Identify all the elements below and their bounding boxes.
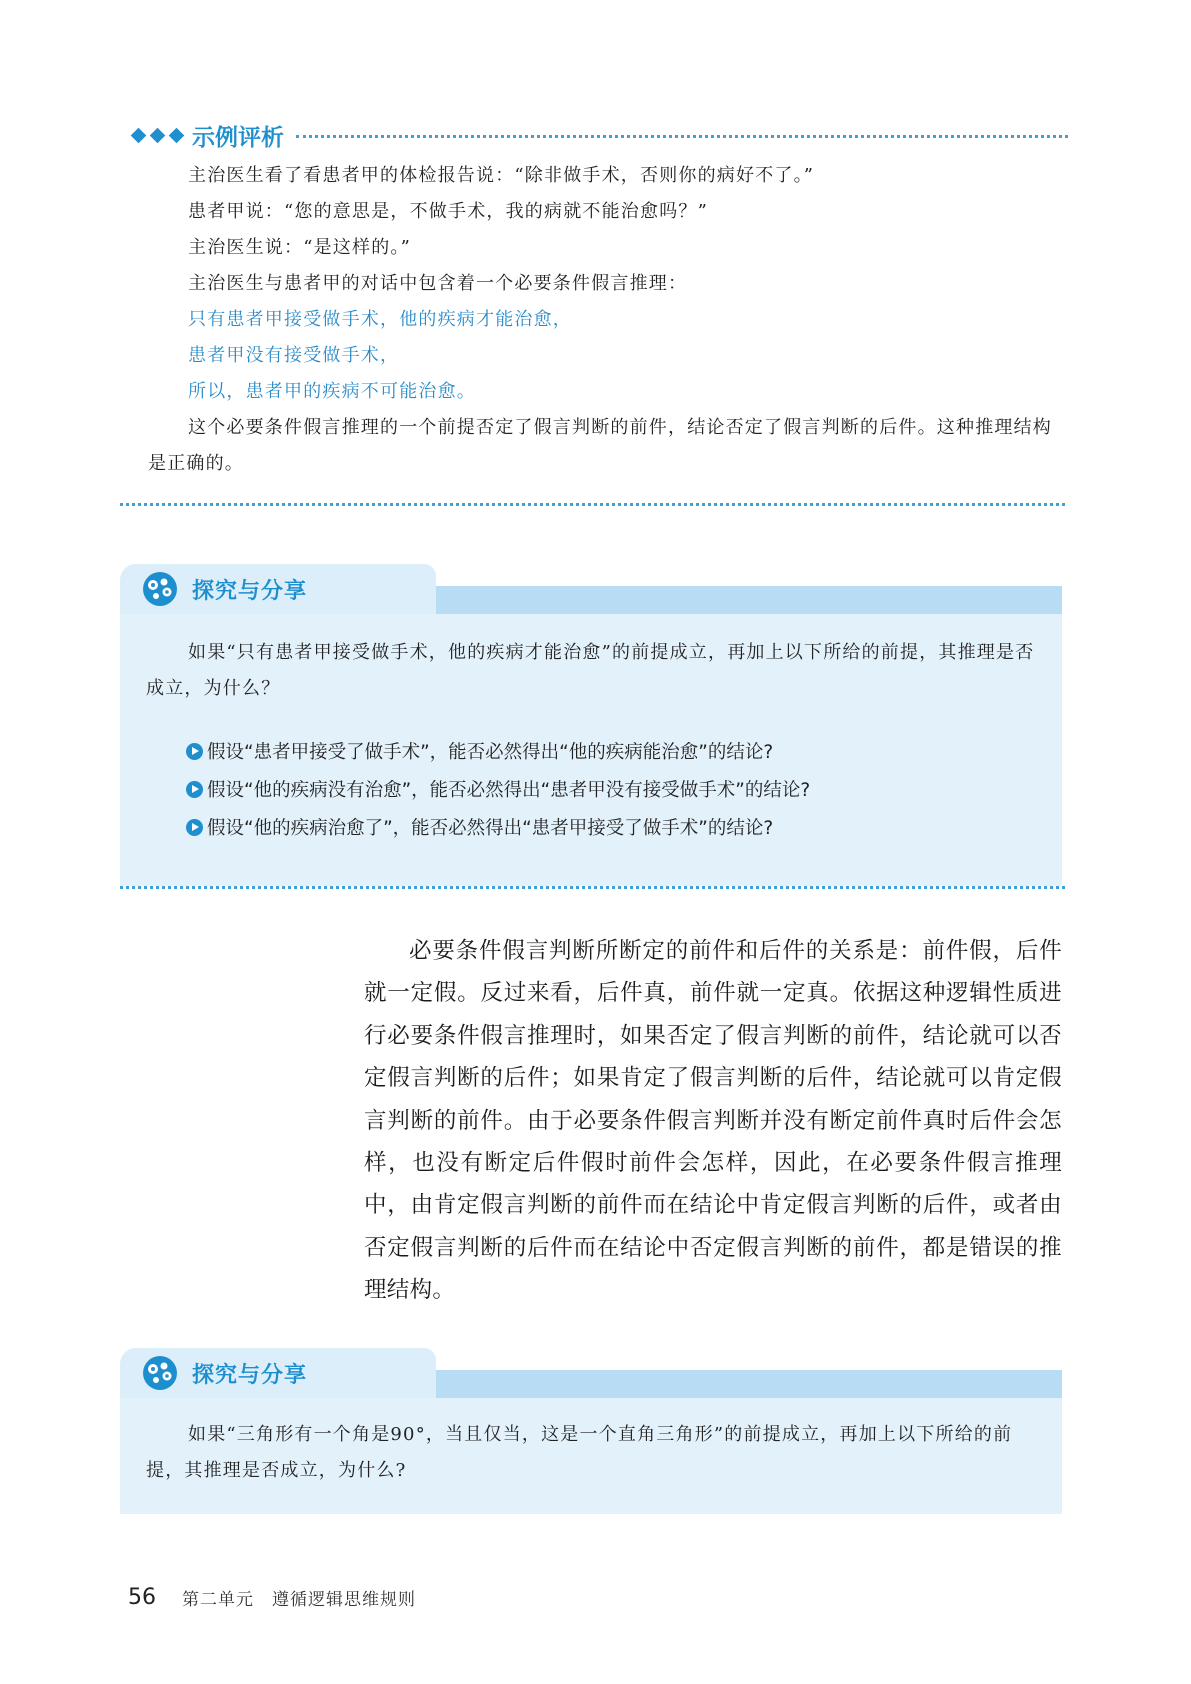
explore-panel <box>120 614 1062 886</box>
explore-badge-icon <box>142 571 178 607</box>
explore-question <box>186 770 1046 808</box>
syllogism-line: 所以，患者甲的疾病不可能治愈。 <box>188 381 476 402</box>
explore-box-2 <box>120 1348 1062 1514</box>
explore-tab-content <box>120 564 436 614</box>
arrow-bullet-icon <box>186 743 203 760</box>
diamond-markers <box>133 130 182 141</box>
unit-title: 第二单元 遵循逻辑思维规则 <box>182 1589 416 1610</box>
explore-title: 探究与分享 <box>192 578 308 604</box>
explore-question-list <box>186 732 1046 846</box>
example-line: 主治医生看了看患者甲的体检报告说：“除非做手术，否则你的病好不了。” <box>188 165 815 186</box>
example-section-title: 示例评析 <box>192 124 284 151</box>
explore-question <box>186 808 1046 846</box>
example-line: 主治医生与患者甲的对话中包含着一个必要条件假言推理： <box>188 273 688 294</box>
example-line: 患者甲说：“您的意思是，不做手术，我的病就不能治愈吗？” <box>188 201 709 222</box>
diamond-icon <box>169 127 185 143</box>
example-body <box>148 158 1060 482</box>
page-footer <box>128 1582 416 1612</box>
diamond-icon <box>131 127 147 143</box>
explore-bottom-divider <box>120 886 1065 889</box>
explore-question-text: 假设“他的疾病没有治愈”，能否必然得出“患者甲没有接受做手术”的结论? <box>207 780 811 801</box>
explore-intro: 如果“只有患者甲接受做手术，他的疾病才能治愈”的前提成立，再加上以下所给的前提，其推理是否成立，为什么？ <box>146 642 1035 699</box>
explore-question-text: 假设“患者甲接受了做手术”，能否必然得出“他的疾病能治愈”的结论? <box>207 742 774 763</box>
main-paragraph: 必要条件假言判断所断定的前件和后件的关系是：前件假，后件就一定假。反过来看，后件真，前件就一定真。依据这种逻辑性质进行必要条件假言推理时，如果否定了假言判断的前件，结论就可以否定假言判断的后件；如果肯定了假言判断的后件，结论就可以肯定假言判断的前件。由于必要条件假言判断并没有断定前件真时后件会怎样，也没有断定后件假时前件会怎样，因此，在必要条件假言推理中，由肯定假言判断的前件而在结论中肯定假言判断的后件，或者由否定假言判断的后件而在结论中否定假言判断的前件，都是错误的推理结构。 <box>364 938 1062 1304</box>
arrow-bullet-icon <box>186 781 203 798</box>
explore-panel <box>120 1398 1062 1514</box>
dotted-divider <box>296 135 1068 138</box>
explore-intro: 如果“三角形有一个角是90°，当且仅当，这是一个直角三角形”的前提成立，再加上以下所给的前提，其推理是否成立，为什么? <box>146 1424 1013 1481</box>
example-bottom-divider <box>120 503 1065 506</box>
explore-tab-content <box>120 1348 436 1398</box>
explore-title: 探究与分享 <box>192 1362 308 1388</box>
example-line: 主治医生说：“是这样的。” <box>188 237 412 258</box>
diamond-icon <box>150 127 166 143</box>
explore-badge-icon <box>142 1355 178 1391</box>
page-number: 56 <box>128 1584 156 1610</box>
syllogism-line: 只有患者甲接受做手术，他的疾病才能治愈， <box>188 309 572 330</box>
arrow-bullet-icon <box>186 819 203 836</box>
syllogism-line: 患者甲没有接受做手术， <box>188 345 400 366</box>
explore-question-text: 假设“他的疾病治愈了”，能否必然得出“患者甲接受了做手术”的结论? <box>207 818 774 839</box>
example-section-header <box>133 118 1068 152</box>
explore-question <box>186 732 1046 770</box>
example-conclusion: 这个必要条件假言推理的一个前提否定了假言判断的前件，结论否定了假言判断的后件。这种推理结构是正确的。 <box>148 417 1052 474</box>
explore-box-1 <box>120 564 1062 886</box>
